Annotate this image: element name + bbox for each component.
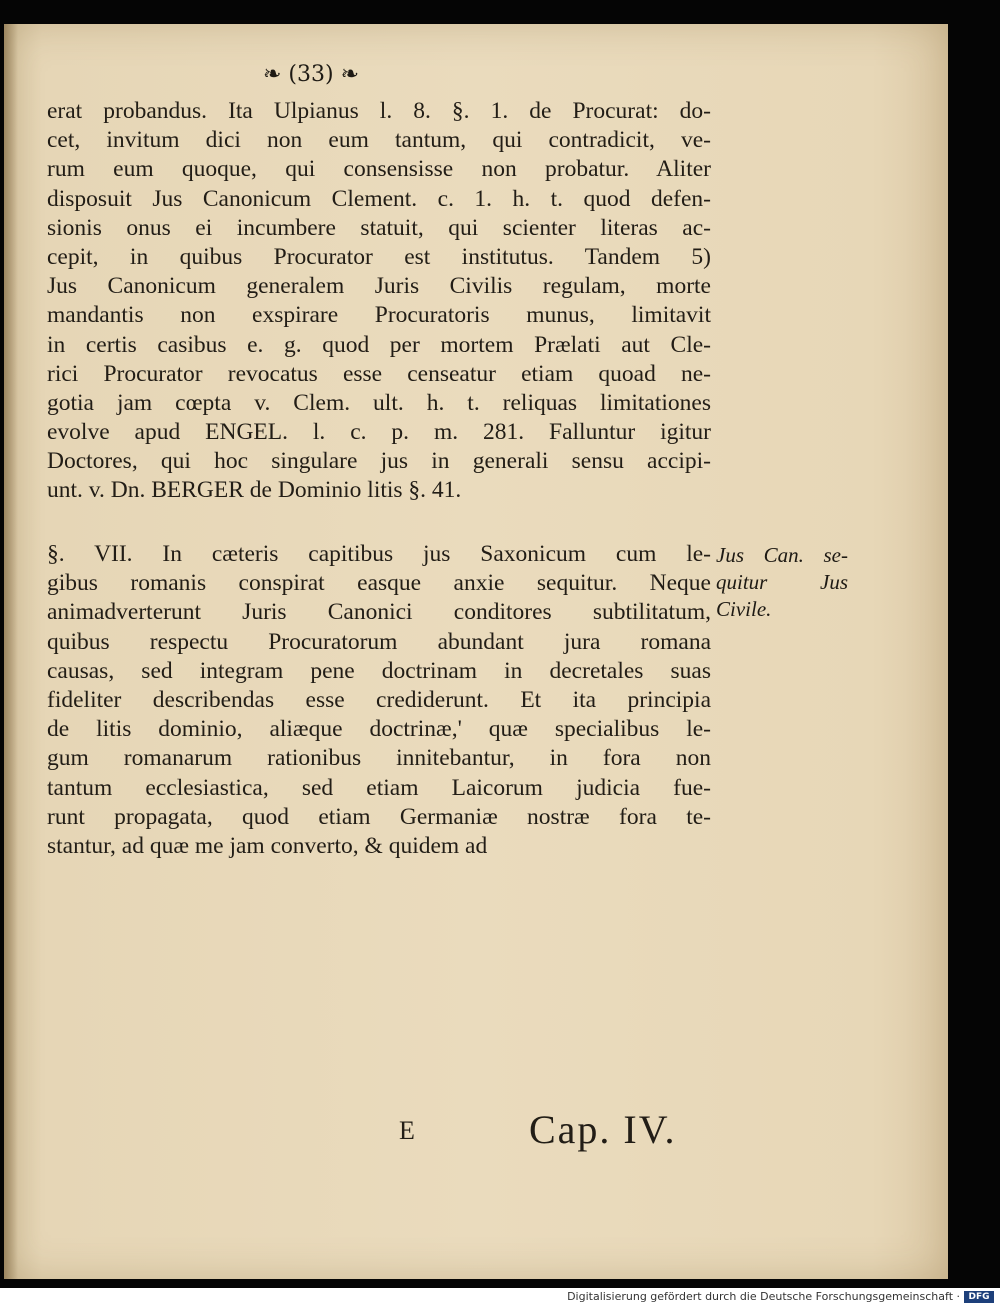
text-line: fideliter describendas esse crediderunt. Et ita principia bbox=[47, 686, 711, 713]
paragraph-1 bbox=[47, 97, 711, 506]
margin-line: Jus Can. se- bbox=[716, 543, 848, 567]
page-edge-shadow bbox=[4, 24, 18, 1279]
margin-line: quitur Jus bbox=[716, 570, 848, 594]
dfg-logo-icon: DFG bbox=[964, 1291, 994, 1303]
book-page bbox=[4, 24, 948, 1279]
text-line: in certis casibus e. g. quod per mortem Prælati aut Cle- bbox=[47, 331, 711, 358]
text-line: quibus respectu Procuratorum abundant jura romana bbox=[47, 628, 711, 655]
margin-line: Civile. bbox=[716, 597, 772, 621]
catchword: Cap. IV. bbox=[529, 1107, 677, 1152]
text-line: unt. v. Dn. BERGER de Dominio litis §. 41. bbox=[47, 477, 462, 504]
text-line: animadverterunt Juris Canonici conditores subtilitatum, bbox=[47, 599, 711, 626]
text-line: disposuit Jus Canonicum Clement. c. 1. h. t. quod defen- bbox=[47, 185, 711, 212]
text-line: stantur, ad quæ me jam converto, & quidem ad bbox=[47, 832, 488, 859]
page-header: ❧ (33) ❧ bbox=[262, 62, 359, 87]
text-line: rum eum quoque, qui consensisse non probatur. Aliter bbox=[47, 156, 711, 183]
signature-mark: E bbox=[399, 1116, 415, 1145]
text-line: mandantis non exspirare Procuratoris munus, limitavit bbox=[47, 302, 711, 329]
text-line: gum romanarum rationibus innitebantur, in fora non bbox=[47, 745, 711, 772]
text-line: rici Procurator revocatus esse censeatur etiam quoad ne- bbox=[47, 360, 711, 387]
text-line: runt propagata, quod etiam Germaniæ nostræ fora te- bbox=[47, 803, 711, 830]
paragraph-2 bbox=[47, 540, 711, 861]
text-line: tantum ecclesiastica, sed etiam Laicorum judicia fue- bbox=[47, 774, 711, 801]
marginal-note bbox=[716, 542, 848, 623]
text-line: de litis dominio, aliæque doctrinæ,' quæ specialibus le- bbox=[47, 716, 711, 743]
text-line: cepit, in quibus Procurator est institutus. Tandem 5) bbox=[47, 243, 711, 270]
text-line: Jus Canonicum generalem Juris Civilis regulam, morte bbox=[47, 273, 711, 300]
text-line: sionis onus ei incumbere statuit, qui scienter literas ac- bbox=[47, 214, 711, 241]
text-line: erat probandus. Ita Ulpianus l. 8. §. 1. de Procurat: do- bbox=[47, 98, 711, 124]
text-line: gibus romanis conspirat easque anxie sequitur. Neque bbox=[47, 570, 711, 597]
text-line: gotia jam cœpta v. Clem. ult. h. t. reliquas limitationes bbox=[47, 389, 711, 416]
footer-credit: Digitalisierung gefördert durch die Deutsche Forschungsgemeinschaft · bbox=[567, 1290, 960, 1303]
text-line: evolve apud ENGEL. l. c. p. m. 281. Falluntur igitur bbox=[47, 419, 711, 446]
text-line: §. VII. In cæteris capitibus jus Saxonicum cum le- bbox=[47, 541, 711, 567]
text-line: cet, invitum dici non eum tantum, qui contradicit, ve- bbox=[47, 127, 711, 154]
text-line: causas, sed integram pene doctrinam in decretales suas bbox=[47, 657, 711, 684]
digitization-footer bbox=[0, 1288, 1000, 1306]
text-line: Doctores, qui hoc singulare jus in generali sensu accipi- bbox=[47, 448, 711, 475]
